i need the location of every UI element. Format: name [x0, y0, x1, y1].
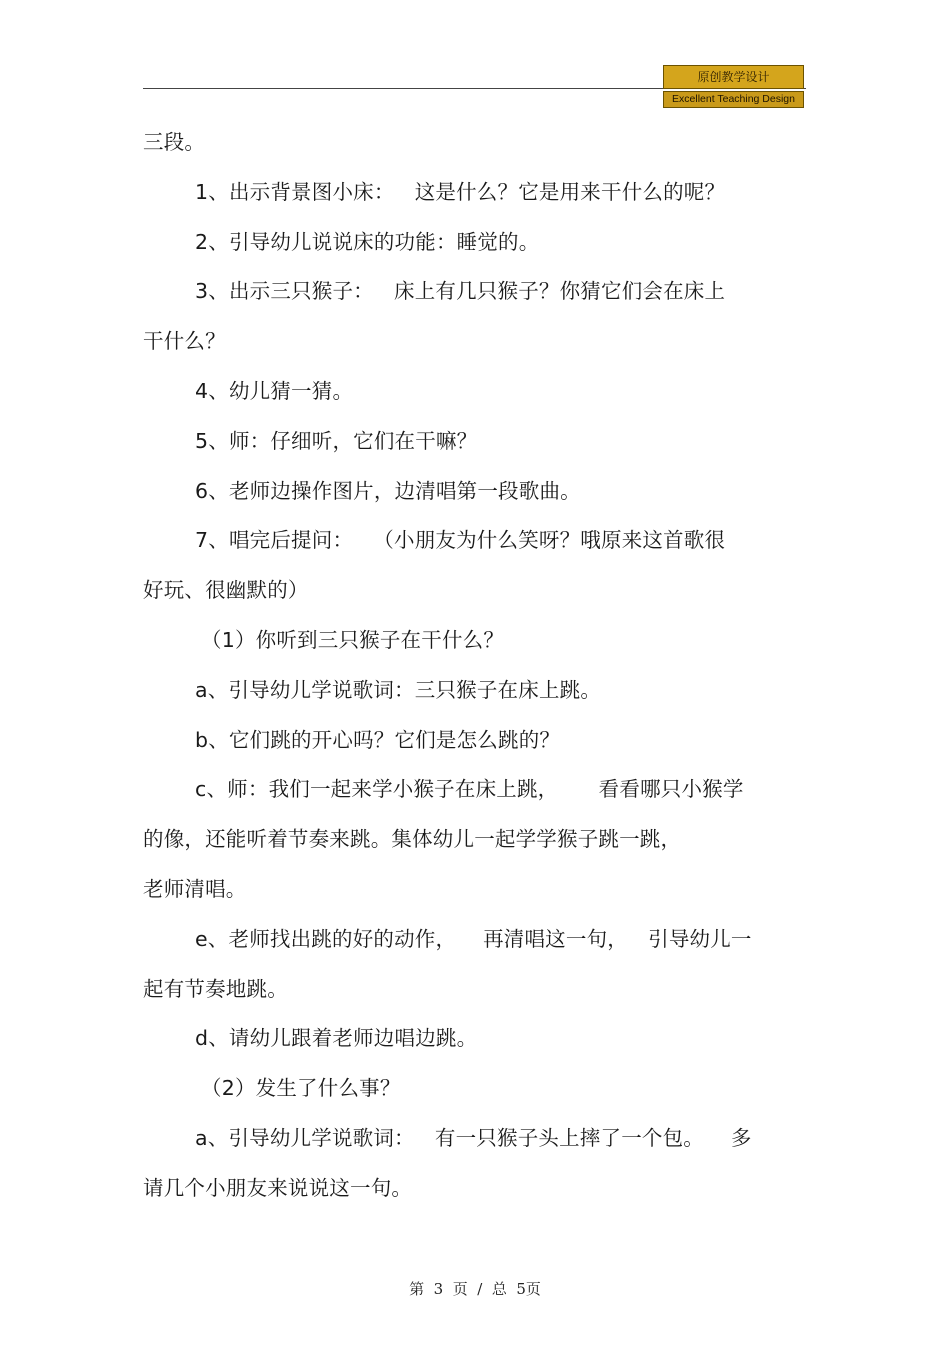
paragraph-line: 1、出示背景图小床： 这是什么？它是用来干什么的呢？: [195, 179, 726, 204]
paragraph-line: a、引导幼儿学说歌词：三只猴子在床上跳。: [195, 677, 602, 702]
badge-title: 原创教学设计: [663, 65, 804, 89]
page-number: 第 3 页 / 总 5页: [409, 1280, 541, 1298]
paragraph-line: c、师：我们一起来学小猴子在床上跳， 看看哪只小猴学: [195, 777, 744, 802]
paragraph-line: 干什么？: [143, 329, 226, 354]
paragraph-line: 5、师：仔细听，它们在干嘛？: [195, 428, 478, 453]
header-badge: [663, 65, 804, 108]
paragraph-line: 好玩、很幽默的）: [143, 578, 309, 603]
paragraph-line: 请几个小朋友来说说这一句。: [143, 1175, 413, 1200]
paragraph-line: e、老师找出跳的好的动作， 再清唱这一句， 引导幼儿一: [195, 926, 752, 951]
paragraph-line: 的像，还能听着节奏来跳。集体幼儿一起学学猴子跳一跳，: [143, 827, 682, 852]
paragraph-line: 4、幼儿猜一猜。: [195, 378, 354, 403]
paragraph-line: 老师清唱。: [143, 876, 247, 901]
paragraph-line: b、它们跳的开心吗？它们是怎么跳的？: [195, 727, 561, 752]
paragraph-line: 2、引导幼儿说说床的功能：睡觉的。: [195, 229, 540, 254]
paragraph-line: a、引导幼儿学说歌词： 有一只猴子头上摔了一个包。 多: [195, 1125, 752, 1150]
paragraph-line: 3、出示三只猴子： 床上有几只猴子？你猜它们会在床上: [195, 279, 726, 304]
paragraph-line: 7、唱完后提问： （小朋友为什么笑呀？哦原来这首歌很: [195, 528, 726, 553]
paragraph-line: 6、老师边操作图片，边清唱第一段歌曲。: [195, 478, 581, 503]
paragraph-line: （2）发生了什么事？: [201, 1076, 401, 1101]
badge-subtitle: Excellent Teaching Design: [663, 91, 804, 108]
paragraph-line: d、请幼儿跟着老师边唱边跳。: [195, 1026, 478, 1051]
paragraph-line: 起有节奏地跳。: [143, 976, 288, 1001]
document-body: [143, 118, 807, 1214]
paragraph-line: （1）你听到三只猴子在干什么？: [201, 627, 505, 652]
paragraph-line: 三段。: [143, 130, 206, 154]
